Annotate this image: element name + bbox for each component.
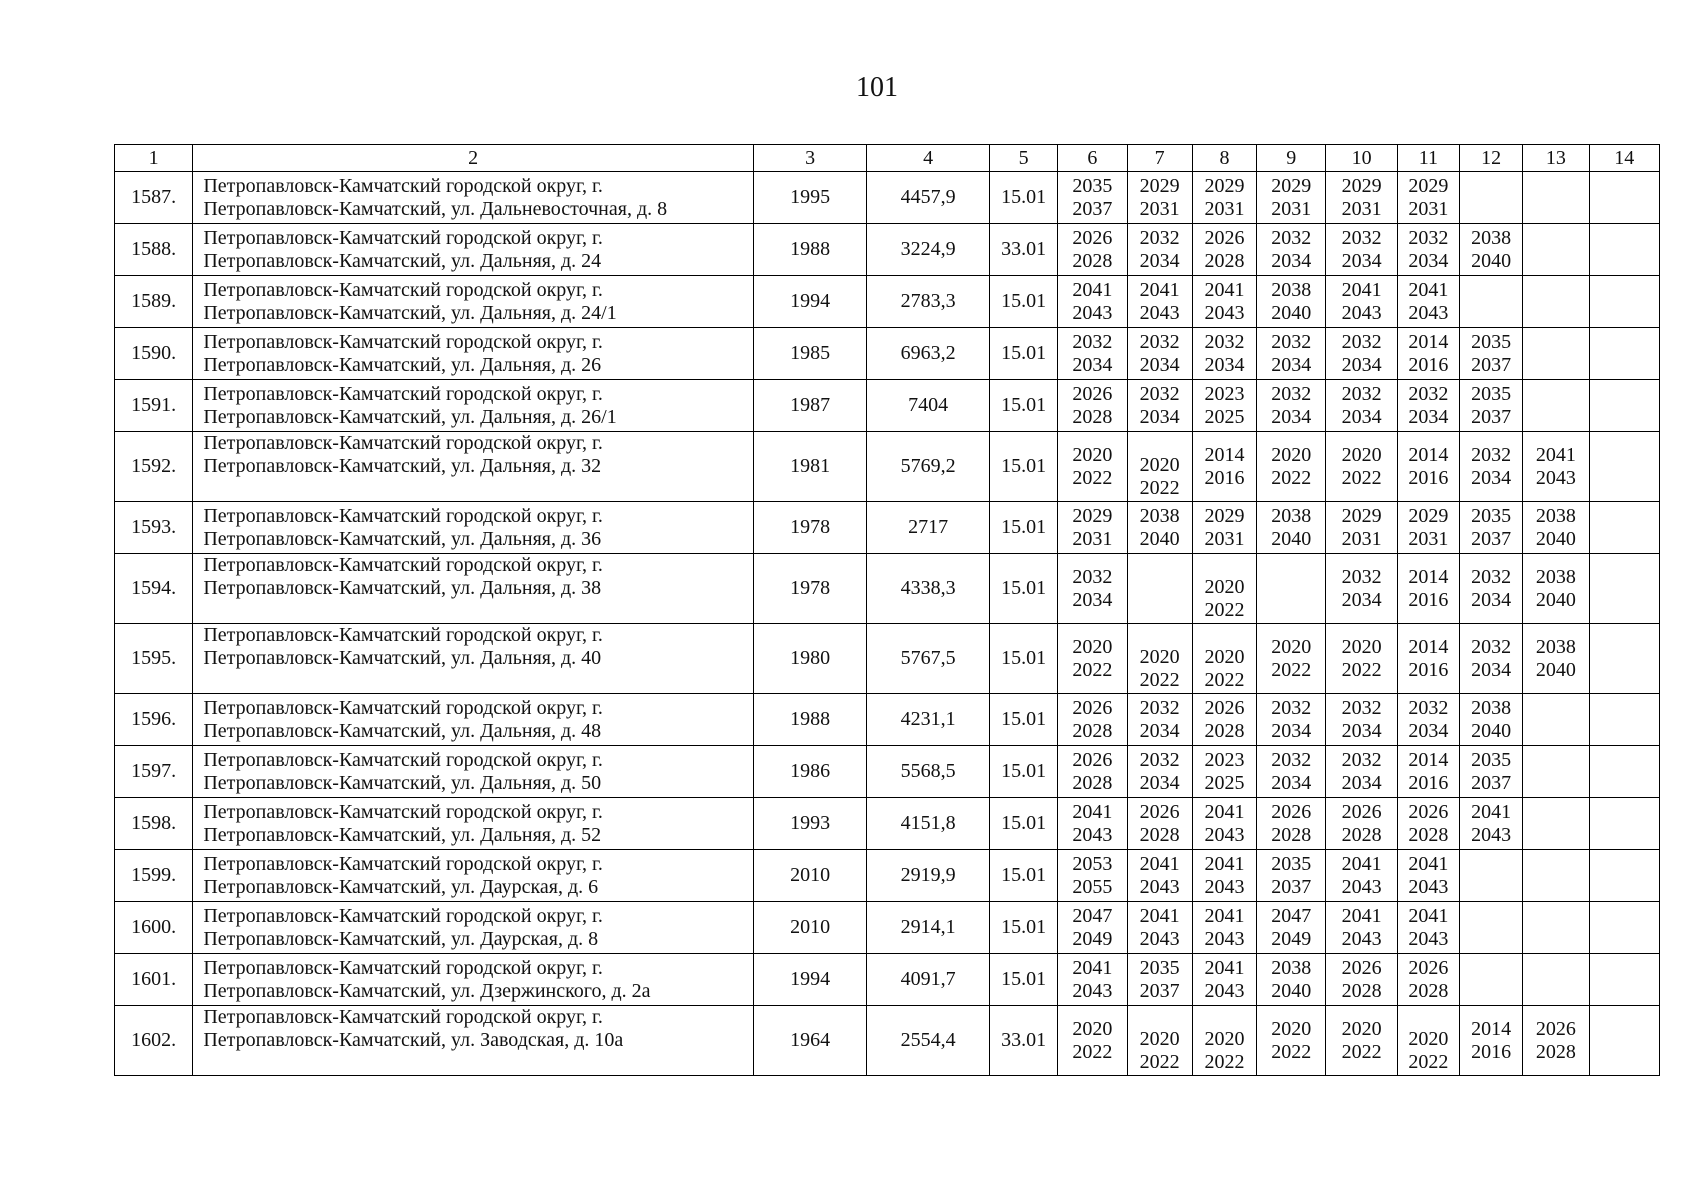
table-row <box>115 746 1660 798</box>
years-col-10: 2026 2028 <box>1326 954 1397 1006</box>
years-col-12: 2038 2040 <box>1460 694 1523 746</box>
years-col-8: 2023 2025 <box>1192 746 1256 798</box>
years-col-6: 2020 2022 <box>1058 432 1127 502</box>
years-col-12 <box>1460 850 1523 902</box>
years-col-7: 2020 2022 <box>1127 432 1192 502</box>
years-col-12 <box>1460 276 1523 328</box>
years-col-13 <box>1523 276 1589 328</box>
row-number: 1596. <box>115 694 193 746</box>
column-header-4: 4 <box>867 145 990 172</box>
years-col-7: 2032 2034 <box>1127 380 1192 432</box>
years-col-12: 2038 2040 <box>1460 224 1523 276</box>
years-col-7: 2032 2034 <box>1127 328 1192 380</box>
code: 15.01 <box>989 380 1057 432</box>
years-col-13: 2041 2043 <box>1523 432 1589 502</box>
code: 15.01 <box>989 902 1057 954</box>
years-col-13 <box>1523 172 1589 224</box>
years-col-13 <box>1523 850 1589 902</box>
years-col-6: 2035 2037 <box>1058 172 1127 224</box>
years-col-14 <box>1589 172 1659 224</box>
build-year: 1994 <box>753 276 867 328</box>
years-col-10: 2032 2034 <box>1326 224 1397 276</box>
years-col-14 <box>1589 694 1659 746</box>
code: 15.01 <box>989 798 1057 850</box>
address-cell <box>193 798 754 850</box>
years-col-6: 2041 2043 <box>1058 798 1127 850</box>
years-col-11: 2032 2034 <box>1397 380 1459 432</box>
years-col-7: 2020 2022 <box>1127 624 1192 694</box>
table-row <box>115 276 1660 328</box>
years-col-13 <box>1523 694 1589 746</box>
build-year: 1981 <box>753 432 867 502</box>
area: 5568,5 <box>867 746 990 798</box>
address-cell <box>193 694 754 746</box>
address-cell <box>193 850 754 902</box>
address-cell <box>193 432 754 502</box>
address-line-1: Петропавловск-Камчатский городской округ, г. <box>203 904 603 927</box>
years-col-8: 2020 2022 <box>1192 554 1256 624</box>
address-cell <box>193 554 754 624</box>
code: 15.01 <box>989 554 1057 624</box>
build-year: 1988 <box>753 694 867 746</box>
years-col-10: 2020 2022 <box>1326 432 1397 502</box>
years-col-9: 2029 2031 <box>1257 172 1326 224</box>
years-col-14 <box>1589 850 1659 902</box>
address-cell <box>193 902 754 954</box>
years-col-11: 2014 2016 <box>1397 432 1459 502</box>
years-col-10: 2032 2034 <box>1326 380 1397 432</box>
years-col-6: 2020 2022 <box>1058 1006 1127 1076</box>
years-col-7: 2035 2037 <box>1127 954 1192 1006</box>
years-col-9 <box>1257 554 1326 624</box>
years-col-8: 2041 2043 <box>1192 276 1256 328</box>
years-col-10: 2032 2034 <box>1326 554 1397 624</box>
years-col-12: 2032 2034 <box>1460 432 1523 502</box>
years-col-8: 2032 2034 <box>1192 328 1256 380</box>
code: 33.01 <box>989 224 1057 276</box>
row-number: 1591. <box>115 380 193 432</box>
years-col-8: 2026 2028 <box>1192 694 1256 746</box>
address-line-1: Петропавловск-Камчатский городской округ, г. <box>203 226 603 249</box>
years-col-6: 2041 2043 <box>1058 276 1127 328</box>
row-number: 1600. <box>115 902 193 954</box>
address-line-2: Петропавловск-Камчатский, ул. Дальняя, д. 32 <box>203 455 602 477</box>
years-col-13 <box>1523 224 1589 276</box>
address-line-2: Петропавловск-Камчатский, ул. Дальняя, д. 50 <box>203 771 602 794</box>
years-col-6: 2026 2028 <box>1058 694 1127 746</box>
years-col-8: 2020 2022 <box>1192 624 1256 694</box>
address-cell <box>193 276 754 328</box>
years-col-6: 2026 2028 <box>1058 746 1127 798</box>
table-row <box>115 380 1660 432</box>
years-col-10: 2029 2031 <box>1326 172 1397 224</box>
column-header-8: 8 <box>1192 145 1256 172</box>
address-cell <box>193 502 754 554</box>
address-line-1: Петропавловск-Камчатский городской округ, г. <box>203 852 603 875</box>
years-col-13: 2038 2040 <box>1523 554 1589 624</box>
code: 15.01 <box>989 502 1057 554</box>
years-col-12 <box>1460 954 1523 1006</box>
row-number: 1588. <box>115 224 193 276</box>
build-year: 1995 <box>753 172 867 224</box>
years-col-13 <box>1523 798 1589 850</box>
address-cell <box>193 172 754 224</box>
years-col-10: 2032 2034 <box>1326 328 1397 380</box>
years-col-10: 2020 2022 <box>1326 624 1397 694</box>
area: 4091,7 <box>867 954 990 1006</box>
address-line-2: Петропавловск-Камчатский, ул. Дальняя, д. 24 <box>203 249 602 272</box>
years-col-13: 2038 2040 <box>1523 624 1589 694</box>
years-col-8: 2029 2031 <box>1192 172 1256 224</box>
years-col-8: 2029 2031 <box>1192 502 1256 554</box>
years-col-9: 2038 2040 <box>1257 954 1326 1006</box>
years-col-11: 2020 2022 <box>1397 1006 1459 1076</box>
row-number: 1599. <box>115 850 193 902</box>
row-number: 1595. <box>115 624 193 694</box>
years-col-14 <box>1589 554 1659 624</box>
years-col-6: 2041 2043 <box>1058 954 1127 1006</box>
address-line-2: Петропавловск-Камчатский, ул. Дальняя, д. 24/1 <box>203 301 617 324</box>
years-col-14 <box>1589 276 1659 328</box>
area: 4151,8 <box>867 798 990 850</box>
address-line-1: Петропавловск-Камчатский городской округ, г. <box>203 382 603 405</box>
code: 15.01 <box>989 172 1057 224</box>
address-line-1: Петропавловск-Камчатский городской округ, г. <box>203 330 603 353</box>
years-col-12: 2035 2037 <box>1460 746 1523 798</box>
area: 2783,3 <box>867 276 990 328</box>
years-col-9: 2032 2034 <box>1257 328 1326 380</box>
years-col-13 <box>1523 380 1589 432</box>
address-cell <box>193 954 754 1006</box>
years-col-13 <box>1523 902 1589 954</box>
years-col-11: 2041 2043 <box>1397 902 1459 954</box>
address-line-2: Петропавловск-Камчатский, ул. Заводская, д. 10а <box>203 1029 624 1051</box>
table-row <box>115 554 1660 624</box>
code: 15.01 <box>989 328 1057 380</box>
years-col-11: 2026 2028 <box>1397 798 1459 850</box>
table-row <box>115 798 1660 850</box>
address-line-2: Петропавловск-Камчатский, ул. Даурская, д. 8 <box>203 927 599 950</box>
build-year: 2010 <box>753 902 867 954</box>
years-col-11: 2041 2043 <box>1397 850 1459 902</box>
table-row <box>115 172 1660 224</box>
column-header-1: 1 <box>115 145 193 172</box>
address-line-1: Петропавловск-Камчатский городской округ, г. <box>203 554 603 576</box>
area: 2919,9 <box>867 850 990 902</box>
years-col-8: 2023 2025 <box>1192 380 1256 432</box>
years-col-7: 2041 2043 <box>1127 902 1192 954</box>
table-row <box>115 224 1660 276</box>
years-col-11: 2041 2043 <box>1397 276 1459 328</box>
table-row <box>115 850 1660 902</box>
table-row <box>115 328 1660 380</box>
row-number: 1602. <box>115 1006 193 1076</box>
page-number: 101 <box>856 72 898 103</box>
code: 15.01 <box>989 850 1057 902</box>
years-col-6: 2047 2049 <box>1058 902 1127 954</box>
table-row <box>115 1006 1660 1076</box>
years-col-6: 2029 2031 <box>1058 502 1127 554</box>
code: 15.01 <box>989 954 1057 1006</box>
years-col-7: 2041 2043 <box>1127 276 1192 328</box>
years-col-14 <box>1589 502 1659 554</box>
years-col-8: 2020 2022 <box>1192 1006 1256 1076</box>
table-row <box>115 624 1660 694</box>
address-cell <box>193 746 754 798</box>
years-col-14 <box>1589 1006 1659 1076</box>
address-cell <box>193 1006 754 1076</box>
years-col-12 <box>1460 902 1523 954</box>
code: 15.01 <box>989 694 1057 746</box>
area: 3224,9 <box>867 224 990 276</box>
address-line-2: Петропавловск-Камчатский, ул. Дальняя, д. 26 <box>203 353 602 376</box>
address-line-1: Петропавловск-Камчатский городской округ, г. <box>203 1006 603 1028</box>
column-header-6: 6 <box>1058 145 1127 172</box>
row-number: 1598. <box>115 798 193 850</box>
table-row <box>115 694 1660 746</box>
row-number: 1590. <box>115 328 193 380</box>
years-col-13: 2026 2028 <box>1523 1006 1589 1076</box>
address-line-1: Петропавловск-Камчатский городской округ, г. <box>203 174 603 197</box>
years-col-12: 2014 2016 <box>1460 1006 1523 1076</box>
years-col-8: 2026 2028 <box>1192 224 1256 276</box>
years-col-7 <box>1127 554 1192 624</box>
years-col-11: 2029 2031 <box>1397 172 1459 224</box>
years-col-8: 2041 2043 <box>1192 954 1256 1006</box>
years-col-14 <box>1589 798 1659 850</box>
years-col-7: 2032 2034 <box>1127 694 1192 746</box>
address-cell <box>193 224 754 276</box>
area: 5769,2 <box>867 432 990 502</box>
years-col-6: 2053 2055 <box>1058 850 1127 902</box>
years-col-7: 2020 2022 <box>1127 1006 1192 1076</box>
area: 2554,4 <box>867 1006 990 1076</box>
years-col-14 <box>1589 224 1659 276</box>
column-header-13: 13 <box>1523 145 1589 172</box>
build-year: 1993 <box>753 798 867 850</box>
build-year: 1978 <box>753 554 867 624</box>
years-col-6: 2032 2034 <box>1058 328 1127 380</box>
years-col-7: 2026 2028 <box>1127 798 1192 850</box>
years-col-11: 2026 2028 <box>1397 954 1459 1006</box>
address-cell <box>193 328 754 380</box>
years-col-13 <box>1523 328 1589 380</box>
address-line-1: Петропавловск-Камчатский городской округ, г. <box>203 748 603 771</box>
years-col-11: 2014 2016 <box>1397 328 1459 380</box>
years-col-11: 2014 2016 <box>1397 554 1459 624</box>
years-col-8: 2041 2043 <box>1192 902 1256 954</box>
years-col-11: 2032 2034 <box>1397 694 1459 746</box>
address-line-2: Петропавловск-Камчатский, ул. Дальневосточная, д. 8 <box>203 197 668 220</box>
years-col-12: 2032 2034 <box>1460 554 1523 624</box>
years-col-9: 2032 2034 <box>1257 224 1326 276</box>
address-line-2: Петропавловск-Камчатский, ул. Даурская, д. 6 <box>203 875 599 898</box>
years-col-11: 2032 2034 <box>1397 224 1459 276</box>
address-line-2: Петропавловск-Камчатский, ул. Дальняя, д. 40 <box>203 647 602 669</box>
years-col-11: 2029 2031 <box>1397 502 1459 554</box>
years-col-14 <box>1589 328 1659 380</box>
row-number: 1593. <box>115 502 193 554</box>
registry-table <box>114 144 1660 1076</box>
years-col-8: 2041 2043 <box>1192 798 1256 850</box>
years-col-6: 2020 2022 <box>1058 624 1127 694</box>
area: 4231,1 <box>867 694 990 746</box>
row-number: 1592. <box>115 432 193 502</box>
years-col-9: 2032 2034 <box>1257 380 1326 432</box>
years-col-12: 2035 2037 <box>1460 502 1523 554</box>
years-col-7: 2041 2043 <box>1127 850 1192 902</box>
address-line-1: Петропавловск-Камчатский городской округ, г. <box>203 504 603 527</box>
code: 33.01 <box>989 1006 1057 1076</box>
years-col-14 <box>1589 902 1659 954</box>
address-line-2: Петропавловск-Камчатский, ул. Дзержинского, д. 2а <box>203 979 651 1002</box>
address-cell <box>193 380 754 432</box>
years-col-11: 2014 2016 <box>1397 624 1459 694</box>
years-col-14 <box>1589 380 1659 432</box>
area: 7404 <box>867 380 990 432</box>
table-row <box>115 502 1660 554</box>
years-col-10: 2032 2034 <box>1326 694 1397 746</box>
build-year: 1987 <box>753 380 867 432</box>
years-col-10: 2041 2043 <box>1326 902 1397 954</box>
address-line-1: Петропавловск-Камчатский городской округ, г. <box>203 696 603 719</box>
address-line-1: Петропавловск-Камчатский городской округ, г. <box>203 432 603 454</box>
row-number: 1594. <box>115 554 193 624</box>
years-col-6: 2032 2034 <box>1058 554 1127 624</box>
build-year: 1986 <box>753 746 867 798</box>
code: 15.01 <box>989 432 1057 502</box>
years-col-7: 2029 2031 <box>1127 172 1192 224</box>
years-col-8: 2041 2043 <box>1192 850 1256 902</box>
area: 2717 <box>867 502 990 554</box>
area: 6963,2 <box>867 328 990 380</box>
years-col-8: 2014 2016 <box>1192 432 1256 502</box>
build-year: 1985 <box>753 328 867 380</box>
years-col-13 <box>1523 954 1589 1006</box>
code: 15.01 <box>989 276 1057 328</box>
years-col-12: 2041 2043 <box>1460 798 1523 850</box>
column-header-10: 10 <box>1326 145 1397 172</box>
area: 4457,9 <box>867 172 990 224</box>
years-col-9: 2038 2040 <box>1257 502 1326 554</box>
years-col-14 <box>1589 954 1659 1006</box>
years-col-13 <box>1523 746 1589 798</box>
column-header-3: 3 <box>753 145 867 172</box>
column-header-5: 5 <box>989 145 1057 172</box>
years-col-7: 2038 2040 <box>1127 502 1192 554</box>
address-line-2: Петропавловск-Камчатский, ул. Дальняя, д. 52 <box>203 823 602 846</box>
years-col-13: 2038 2040 <box>1523 502 1589 554</box>
build-year: 2010 <box>753 850 867 902</box>
row-number: 1587. <box>115 172 193 224</box>
column-header-9: 9 <box>1257 145 1326 172</box>
build-year: 1964 <box>753 1006 867 1076</box>
years-col-7: 2032 2034 <box>1127 746 1192 798</box>
years-col-7: 2032 2034 <box>1127 224 1192 276</box>
years-col-10: 2041 2043 <box>1326 850 1397 902</box>
years-col-9: 2026 2028 <box>1257 798 1326 850</box>
build-year: 1980 <box>753 624 867 694</box>
years-col-9: 2038 2040 <box>1257 276 1326 328</box>
build-year: 1988 <box>753 224 867 276</box>
years-col-10: 2032 2034 <box>1326 746 1397 798</box>
table-row <box>115 432 1660 502</box>
years-col-12: 2032 2034 <box>1460 624 1523 694</box>
years-col-9: 2035 2037 <box>1257 850 1326 902</box>
code: 15.01 <box>989 746 1057 798</box>
code: 15.01 <box>989 624 1057 694</box>
build-year: 1978 <box>753 502 867 554</box>
area: 4338,3 <box>867 554 990 624</box>
address-line-2: Петропавловск-Камчатский, ул. Дальняя, д. 26/1 <box>203 405 617 428</box>
address-line-2: Петропавловск-Камчатский, ул. Дальняя, д. 38 <box>203 577 602 599</box>
table-row <box>115 902 1660 954</box>
address-line-2: Петропавловск-Камчатский, ул. Дальняя, д. 48 <box>203 719 602 742</box>
header-row <box>115 145 1660 172</box>
years-col-11: 2014 2016 <box>1397 746 1459 798</box>
column-header-2: 2 <box>193 145 754 172</box>
column-header-14: 14 <box>1589 145 1659 172</box>
address-line-1: Петропавловск-Камчатский городской округ, г. <box>203 800 603 823</box>
years-col-12: 2035 2037 <box>1460 328 1523 380</box>
row-number: 1597. <box>115 746 193 798</box>
years-col-9: 2020 2022 <box>1257 432 1326 502</box>
column-header-7: 7 <box>1127 145 1192 172</box>
column-header-11: 11 <box>1397 145 1459 172</box>
area: 2914,1 <box>867 902 990 954</box>
address-line-1: Петропавловск-Камчатский городской округ, г. <box>203 278 603 301</box>
years-col-9: 2032 2034 <box>1257 694 1326 746</box>
years-col-12: 2035 2037 <box>1460 380 1523 432</box>
years-col-10: 2041 2043 <box>1326 276 1397 328</box>
years-col-9: 2032 2034 <box>1257 746 1326 798</box>
years-col-9: 2020 2022 <box>1257 1006 1326 1076</box>
years-col-9: 2020 2022 <box>1257 624 1326 694</box>
years-col-6: 2026 2028 <box>1058 380 1127 432</box>
years-col-6: 2026 2028 <box>1058 224 1127 276</box>
years-col-14 <box>1589 432 1659 502</box>
years-col-14 <box>1589 624 1659 694</box>
address-line-1: Петропавловск-Камчатский городской округ, г. <box>203 624 603 646</box>
years-col-10: 2026 2028 <box>1326 798 1397 850</box>
years-col-9: 2047 2049 <box>1257 902 1326 954</box>
years-col-12 <box>1460 172 1523 224</box>
area: 5767,5 <box>867 624 990 694</box>
build-year: 1994 <box>753 954 867 1006</box>
years-col-10: 2020 2022 <box>1326 1006 1397 1076</box>
column-header-12: 12 <box>1460 145 1523 172</box>
address-cell <box>193 624 754 694</box>
row-number: 1601. <box>115 954 193 1006</box>
table-row <box>115 954 1660 1006</box>
years-col-14 <box>1589 746 1659 798</box>
address-line-2: Петропавловск-Камчатский, ул. Дальняя, д. 36 <box>203 527 602 550</box>
address-line-1: Петропавловск-Камчатский городской округ, г. <box>203 956 603 979</box>
row-number: 1589. <box>115 276 193 328</box>
years-col-10: 2029 2031 <box>1326 502 1397 554</box>
